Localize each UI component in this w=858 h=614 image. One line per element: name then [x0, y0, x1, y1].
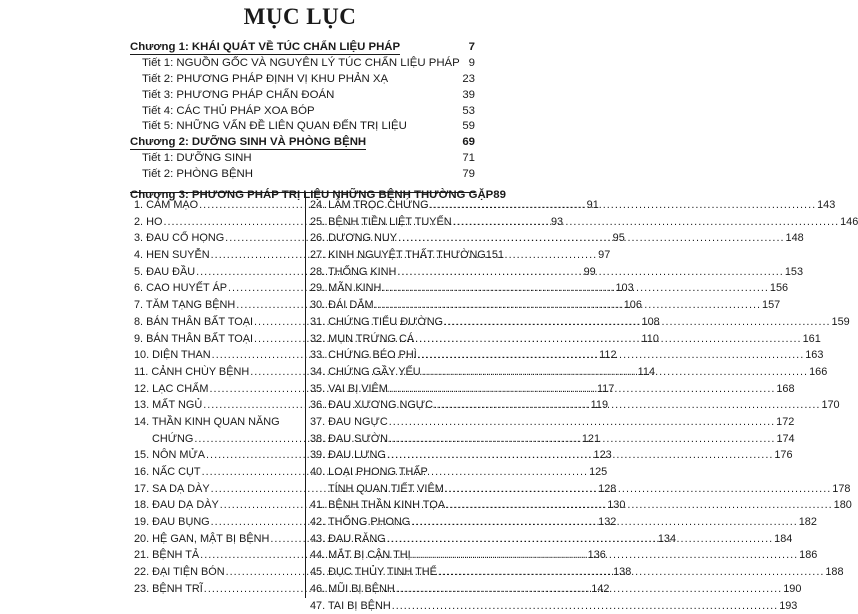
page-number: 121: [582, 431, 600, 448]
page-number: 89: [493, 188, 506, 204]
page-number: 128: [598, 481, 616, 498]
page-number: 159: [832, 314, 850, 331]
entry-title: 41. BỆNH THẦN KINH TỌA: [310, 497, 445, 514]
entry-title: 11. CẢNH CHÙY BỆNH: [134, 364, 249, 381]
chapter-list: [130, 40, 475, 204]
page-number: 69: [462, 135, 475, 151]
entry-title: 16. NẤC CỤT: [134, 464, 201, 481]
dot-leader: [445, 481, 831, 498]
page-number: 142: [591, 581, 609, 598]
page-number: 95: [613, 230, 625, 247]
lesson-row[interactable]: [130, 104, 475, 120]
toc-entry[interactable]: [310, 464, 474, 481]
page-number: 163: [805, 347, 823, 364]
toc-entry[interactable]: [134, 414, 300, 431]
entry-title: 19. ĐAU BỤNG: [134, 514, 210, 531]
entry-title: 17. SA DẠ DÀY: [134, 481, 210, 498]
toc-entry[interactable]: [310, 414, 474, 431]
lesson-label: Tiết 4:: [142, 105, 173, 117]
lesson-title: DƯỠNG SINH: [176, 152, 251, 164]
dot-leader: [453, 214, 839, 231]
entry-title: 38. ĐAU SƯỜN: [310, 431, 388, 448]
chapter-label: Chương 1:: [130, 41, 189, 53]
entry-title: 1. CẢM MẠO: [134, 197, 198, 214]
entry-title: 28. THỐNG KINH: [310, 264, 396, 281]
toc-entry[interactable]: [310, 331, 474, 348]
toc-entry[interactable]: [310, 397, 474, 414]
toc-entry[interactable]: [134, 564, 300, 581]
toc-entry[interactable]: [134, 381, 300, 398]
entry-title: 18. ĐAU DẠ DÀY: [134, 497, 219, 514]
lesson-label: Tiết 2:: [142, 168, 173, 180]
page-number: 99: [584, 264, 596, 281]
toc-entry[interactable]: [310, 514, 474, 531]
lesson-title: PHƯƠNG PHÁP ĐỊNH VỊ KHU PHẢN XẠ: [176, 73, 388, 85]
toc-entry[interactable]: [134, 214, 300, 231]
entry-title: 24. LÂM TRỌC CHỨNG: [310, 197, 429, 214]
toc-entry[interactable]: [134, 431, 300, 448]
entry-title: 23. BỆNH TRĨ: [134, 581, 203, 598]
toc-entry[interactable]: [134, 297, 300, 314]
page-number: 166: [809, 364, 827, 381]
entry-title: 8. BÁN THÂN BẤT TOẠI: [134, 314, 253, 331]
lesson-label: Tiết 3:: [142, 89, 173, 101]
entry-title: 14. THẦN KINH QUAN NĂNG: [134, 414, 280, 431]
toc-entry[interactable]: [134, 397, 300, 414]
toc-entry[interactable]: [310, 547, 474, 564]
toc-entry[interactable]: [134, 464, 300, 481]
toc-entry[interactable]: [134, 581, 300, 598]
entry-title: 47. TAI BỊ BỆNH: [310, 598, 391, 614]
entry-title: 35. VAI BỊ VIÊM: [310, 381, 388, 398]
entry-title: 27. KINH NGUYỆT THẤT THƯỜNG: [310, 247, 486, 264]
lesson-row[interactable]: [130, 167, 475, 183]
toc-entry[interactable]: [134, 447, 300, 464]
lesson-title: PHƯƠNG PHÁP CHẨN ĐOÁN: [176, 89, 334, 101]
lesson-row[interactable]: [130, 56, 475, 72]
toc-entry[interactable]: [310, 431, 474, 448]
toc-entry[interactable]: [134, 547, 300, 564]
dot-leader: [434, 397, 820, 414]
chapter-heading: [130, 41, 400, 55]
toc-entry[interactable]: [134, 331, 300, 348]
page-number: 186: [799, 547, 817, 564]
page-number: 23: [462, 72, 475, 88]
toc-entry[interactable]: [134, 264, 300, 281]
page-number: 157: [762, 297, 780, 314]
lesson-label: Tiết 5:: [142, 120, 173, 132]
toc-entry[interactable]: [310, 230, 474, 247]
toc-entry[interactable]: [134, 481, 300, 498]
entry-title: 21. BỆNH TẢ: [134, 547, 199, 564]
entry-title: TÍNH QUAN TIẾT VIÊM: [310, 481, 444, 498]
chapter-heading: [130, 136, 366, 150]
page-number: 188: [825, 564, 843, 581]
page-number: 153: [785, 264, 803, 281]
page-number: 178: [832, 481, 850, 498]
toc-entry[interactable]: [310, 364, 474, 381]
dot-leader: [387, 531, 773, 548]
dot-leader: [389, 381, 775, 398]
dot-leader: [411, 514, 797, 531]
page-number: 156: [770, 280, 788, 297]
toc-entry[interactable]: [310, 297, 474, 314]
page-number: 136: [588, 547, 606, 564]
toc-entry[interactable]: [310, 264, 474, 281]
dot-leader: [397, 264, 783, 281]
page-title: MỤC LỤC: [0, 4, 600, 30]
page-number: 93: [551, 214, 563, 231]
page-number: 123: [594, 447, 612, 464]
entry-title: 7. TĂM TẠNG BỆNH: [134, 297, 235, 314]
lesson-row[interactable]: [130, 151, 475, 167]
toc-entry[interactable]: [134, 314, 300, 331]
dot-leader: [398, 230, 784, 247]
entry-title: 31. CHỨNG TIỂU ĐƯỜNG: [310, 314, 443, 331]
page-number: 79: [462, 167, 475, 183]
page-number: 114: [638, 364, 655, 381]
disease-list-right: [310, 197, 474, 614]
page-number: 193: [779, 598, 797, 614]
toc-entry[interactable]: [134, 364, 300, 381]
page-number: 71: [462, 151, 475, 167]
page-number: 174: [776, 431, 794, 448]
toc-entry[interactable]: [310, 564, 474, 581]
dot-leader: [392, 598, 778, 614]
page-number: 97: [598, 247, 610, 264]
entry-title: 44. MẮT BỊ CẬN THỊ: [310, 547, 411, 564]
lesson-title: CÁC THỦ PHÁP XOA BÓP: [176, 105, 314, 117]
page-number: 151: [486, 247, 504, 264]
page-number: 176: [774, 447, 792, 464]
toc-entry[interactable]: [310, 497, 474, 514]
page-number: 130: [607, 497, 625, 514]
toc-entry[interactable]: [310, 531, 474, 548]
page-number: 180: [834, 497, 852, 514]
page-number: 168: [776, 381, 794, 398]
dot-leader: [396, 581, 782, 598]
dot-leader: [430, 197, 816, 214]
entry-title: 5. ĐAU ĐẦU: [134, 264, 195, 281]
toc-entry[interactable]: [134, 497, 300, 514]
dot-leader: [438, 564, 824, 581]
page-number: 182: [799, 514, 817, 531]
lesson-title: NHỮNG VẤN ĐỀ LIÊN QUAN ĐẾN TRỊ LIỆU: [176, 120, 406, 132]
page-number: 112: [599, 347, 616, 364]
dot-leader: [446, 497, 832, 514]
toc-entry[interactable]: [134, 347, 300, 364]
toc-entry[interactable]: [310, 197, 474, 214]
page-number: 143: [817, 197, 835, 214]
entry-title: 39. ĐAU LƯNG: [310, 447, 386, 464]
dot-leader: [375, 297, 761, 314]
lesson-row[interactable]: [130, 88, 475, 104]
toc-entry[interactable]: [134, 514, 300, 531]
lesson-row[interactable]: [130, 119, 475, 135]
page-number: 110: [642, 331, 659, 348]
toc-entry[interactable]: [134, 280, 300, 297]
dot-leader: [412, 547, 798, 564]
entry-title: 40. LOẠI PHONG THẤP: [310, 464, 428, 481]
dot-leader: [382, 280, 768, 297]
toc-entry[interactable]: [310, 381, 474, 398]
dot-leader: [387, 447, 773, 464]
page-number: 9: [469, 56, 475, 72]
entry-title: 26. DƯƠNG NUY: [310, 230, 397, 247]
page-number: 125: [589, 464, 607, 481]
entry-title: 45. ĐỤC THỦY TINH THỂ: [310, 564, 437, 581]
lesson-title: NGUỒN GỐC VÀ NGUYÊN LÝ TÚC CHẨN LIỆU PHÁP: [176, 57, 459, 69]
chapter-title: DƯỠNG SINH VÀ PHÒNG BỆNH: [192, 136, 366, 148]
toc-entry[interactable]: [310, 598, 474, 614]
lesson-label: Tiết 1:: [142, 152, 173, 164]
page-number: 134: [658, 531, 676, 548]
horizontal-divider: [130, 192, 475, 193]
page-number: 172: [776, 414, 794, 431]
chapter-label: Chương 3:: [130, 189, 189, 201]
page-number: 117: [597, 381, 614, 398]
page-number: 132: [598, 514, 616, 531]
page-number: 106: [624, 297, 642, 314]
entry-title: 29. MÃN KINH: [310, 280, 381, 297]
toc-entry[interactable]: [310, 314, 474, 331]
lesson-row[interactable]: [130, 72, 475, 88]
entry-title: 22. ĐẠI TIỆN BÓN: [134, 564, 225, 581]
entry-title: 46. MŨI BỊ BỆNH: [310, 581, 395, 598]
entry-title: 43. ĐAU RĂNG: [310, 531, 386, 548]
lesson-title: PHÒNG BỆNH: [176, 168, 253, 180]
entry-title: 15. NÔN MỬA: [134, 447, 205, 464]
entry-title: 36. ĐAU XƯƠNG NGỰC: [310, 397, 433, 414]
toc-entry[interactable]: [310, 347, 474, 364]
toc-entry[interactable]: [310, 280, 474, 297]
page-number: 59: [462, 119, 475, 135]
toc-entry[interactable]: [310, 481, 474, 498]
toc-entry[interactable]: [134, 197, 300, 214]
chapter-title: PHƯƠNG PHÁP TRỊ LIỆU NHỮNG BỆNH THƯỜNG GẶP: [192, 189, 493, 201]
entry-title: 12. LẠC CHẨM: [134, 381, 208, 398]
chapter-row[interactable]: [130, 135, 475, 151]
chapter-title: KHÁI QUÁT VỀ TÚC CHẨN LIỆU PHÁP: [192, 41, 400, 53]
entry-title: 3. ĐAU CỔ HỌNG: [134, 230, 224, 247]
entry-title: 32. MỤN TRỨNG CÁ: [310, 331, 414, 348]
entry-title: 6. CAO HUYẾT ÁP: [134, 280, 227, 297]
dot-leader: [418, 347, 804, 364]
entry-title: 13. MẤT NGỦ: [134, 397, 202, 414]
dot-leader: [444, 314, 830, 331]
page-number: 7: [469, 40, 475, 56]
page-number: 190: [783, 581, 801, 598]
entry-title: 30. ĐÁI DẮM: [310, 297, 374, 314]
dot-leader: [415, 331, 801, 348]
entry-title: 37. ĐAU NGỰC: [310, 414, 388, 431]
dot-leader: [422, 364, 808, 381]
entry-title: 20. HỆ GAN, MẬT BỊ BỆNH: [134, 531, 269, 548]
chapter-label: Chương 2:: [130, 136, 189, 148]
page-number: 146: [840, 214, 858, 231]
toc-entry[interactable]: [310, 581, 474, 598]
entry-title: 42. THỐNG PHONG: [310, 514, 410, 531]
lesson-label: Tiết 1:: [142, 57, 173, 69]
toc-entry[interactable]: [134, 230, 300, 247]
page-number: 138: [613, 564, 631, 581]
disease-list-left: [134, 197, 300, 598]
entry-title: 25. BỆNH TIỀN LIỆT TUYẾN: [310, 214, 452, 231]
lesson-label: Tiết 2:: [142, 73, 173, 85]
page-number: 148: [786, 230, 804, 247]
page-number: 108: [642, 314, 660, 331]
dot-leader: [389, 431, 775, 448]
entry-title: 34. CHỨNG GẦY YẾU: [310, 364, 421, 381]
page-number: 161: [803, 331, 821, 348]
page-number: 53: [462, 104, 475, 120]
page-number: 103: [616, 280, 634, 297]
toc-entry[interactable]: [134, 531, 300, 548]
entry-title: 2. HO: [134, 214, 162, 231]
entry-title: 33. CHỨNG BÉO PHÌ: [310, 347, 417, 364]
entry-title: 4. HEN SUYỄN: [134, 247, 210, 264]
page-number: 39: [462, 88, 475, 104]
entry-title: 10. DIỆN THAN: [134, 347, 211, 364]
entry-title: 9. BÁN THÂN BẤT TOẠI: [134, 331, 253, 348]
entry-title: CHỨNG: [134, 431, 193, 448]
page-number: 91: [587, 197, 599, 214]
toc-entry[interactable]: [310, 214, 474, 231]
dot-leader: [389, 414, 775, 431]
chapter-row[interactable]: [130, 40, 475, 56]
toc-entry[interactable]: [310, 447, 474, 464]
page-number: 170: [821, 397, 839, 414]
toc-entry[interactable]: [310, 247, 474, 264]
toc-entry[interactable]: [134, 247, 300, 264]
page-number: 184: [774, 531, 792, 548]
page-number: 119: [591, 397, 608, 414]
